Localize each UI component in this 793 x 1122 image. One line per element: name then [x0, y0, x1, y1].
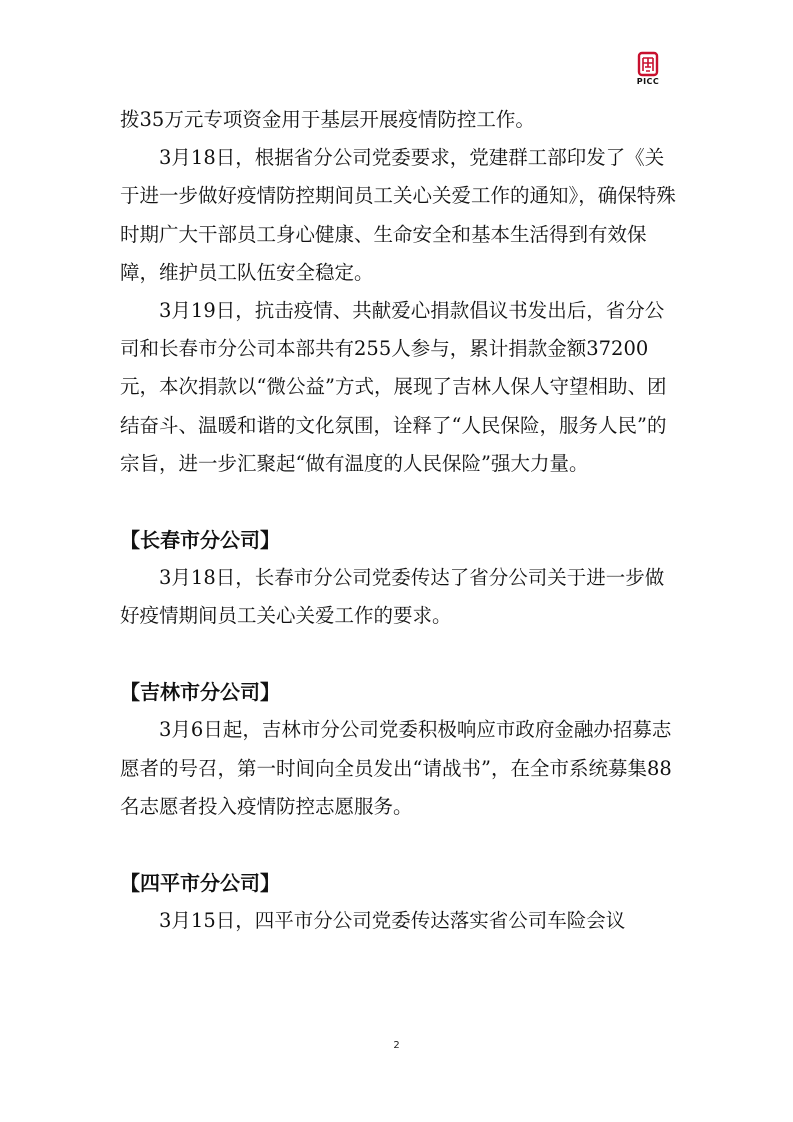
paragraph: 拨35万元专项资金用于基层开展疫情防控工作。 [120, 108, 535, 131]
logo-text: PICC [636, 77, 660, 86]
section-heading-siping: 【四平市分公司】 [120, 871, 280, 896]
section-heading-jilin: 【吉林市分公司】 [120, 680, 280, 705]
paragraph: 3月6日起，吉林市分公司党委积极响应市政府金融办招募志愿者的号召，第一时间向全员发出“请战书”，在全市系统募集88名志愿者投入疫情防控志愿服务。 [120, 718, 672, 818]
picc-seal-icon [630, 50, 666, 78]
document-body [120, 101, 680, 940]
paragraph: 3月19日，抗击疫情、共献爱心捐款倡议书发出后，省分公司和长春市分公司本部共有255人参与，累计捐款金额37200元，本次捐款以“微公益”方式，展现了吉林人保人守望相助、团结奋斗、温暖和谐的文化氛围，诠释了“人民保险，服务人民”的宗旨，进一步汇聚起“做有温度的人民保险”强大力量。 [120, 299, 667, 475]
spacer [120, 483, 680, 521]
spacer [120, 635, 680, 673]
spacer [120, 826, 680, 864]
picc-logo [630, 50, 666, 90]
paragraph: 3月18日，长春市分公司党委传达了省分公司关于进一步做好疫情期间员工关心关爱工作的要求。 [120, 566, 665, 628]
section-heading-changchun: 【长春市分公司】 [120, 528, 280, 553]
paragraph: 3月15日，四平市分公司党委传达落实省公司车险会议 [159, 909, 626, 933]
page-number: 2 [393, 1040, 400, 1051]
paragraph: 3月18日，根据省分公司党委要求，党建群工部印发了《关于进一步做好疫情防控期间员工关心关爱工作的通知》，确保特殊时期广大干部员工身心健康、生命安全和基本生活得到有效保障，维护员工队伍安全稳定。 [120, 146, 676, 284]
